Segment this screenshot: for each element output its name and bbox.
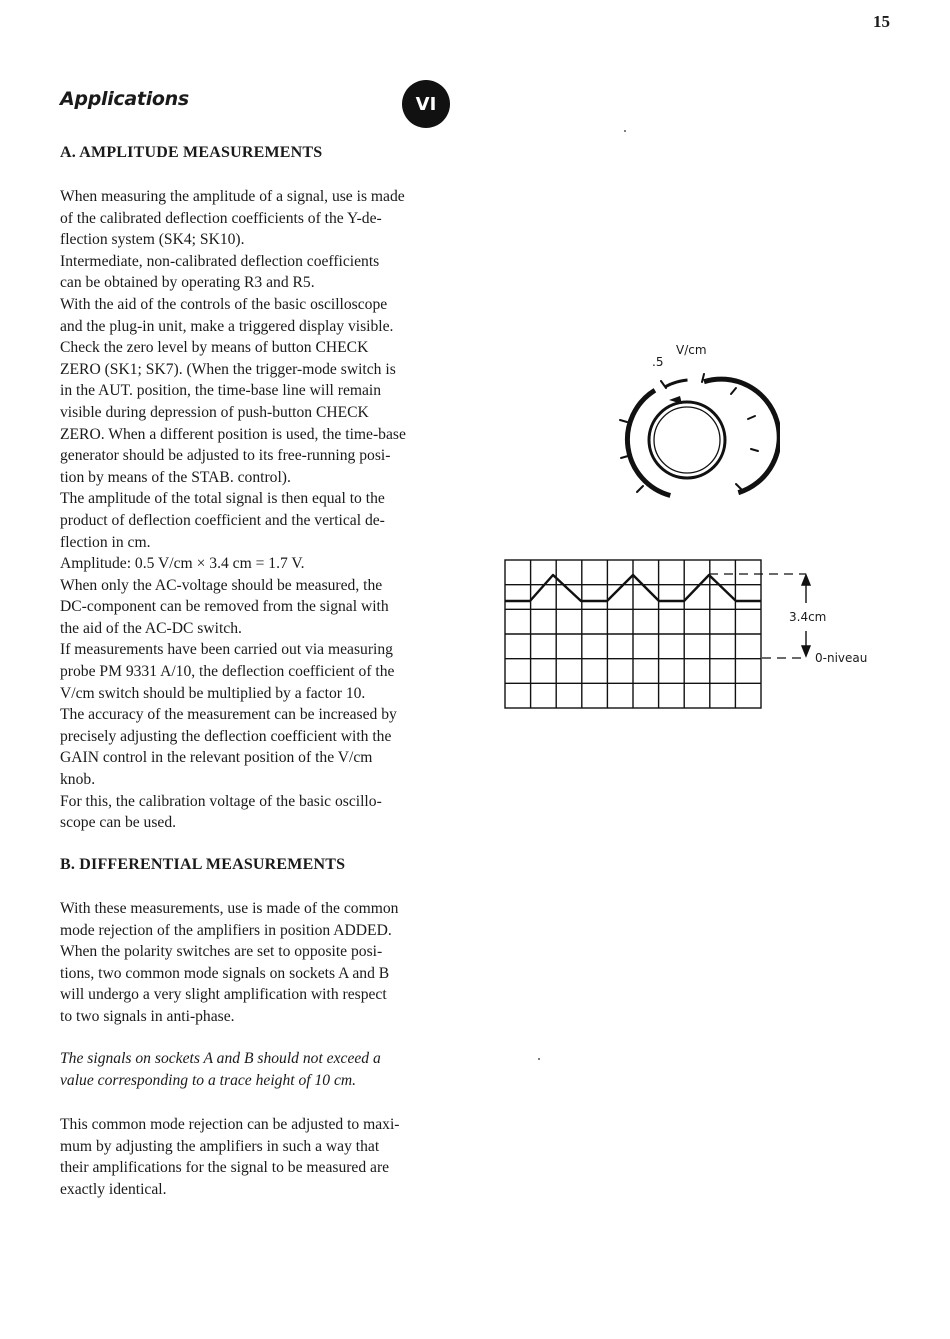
text-line: Amplitude: 0.5 V/cm × 3.4 cm = 1.7 V. <box>60 555 305 573</box>
text-line: The accuracy of the measurement can be increased by <box>60 706 397 724</box>
text-line: GAIN control in the relevant position of the V/cm <box>60 749 373 767</box>
text-line: visible during depression of push-button CHECK <box>60 403 369 421</box>
section-b-paragraph-2 <box>60 1114 450 1200</box>
text-line: V/cm switch should be multiplied by a factor 10. <box>60 684 366 702</box>
text-line: will undergo a very slight amplification with respect <box>60 986 387 1004</box>
section-a-title: A. AMPLITUDE MEASUREMENTS <box>60 144 323 161</box>
section-a-body <box>60 186 450 834</box>
text-line: mum by adjusting the amplifiers in such a way that <box>60 1137 380 1155</box>
text-line: the aid of the AC-DC switch. <box>60 619 242 637</box>
page-title: Applications <box>60 88 189 110</box>
scan-speck <box>624 130 626 132</box>
text-line: value corresponding to a trace height of 10 cm. <box>60 1071 357 1089</box>
amplitude-label: 3.4cm <box>789 610 827 624</box>
text-line: When only the AC-voltage should be measured, the <box>60 576 383 594</box>
text-line: scope can be used. <box>60 814 177 832</box>
page-number: 15 <box>873 12 890 31</box>
text-line: When the polarity switches are set to opposite posi- <box>60 943 383 961</box>
screen-graticule <box>505 560 761 708</box>
section-b-paragraph-1 <box>60 898 450 1028</box>
text-line: flection in cm. <box>60 533 151 551</box>
text-line: If measurements have been carried out via measuring <box>60 641 393 659</box>
text-line: DC-component can be removed from the signal with <box>60 598 389 616</box>
text-line: probe PM 9331 A/10, the deflection coefficient of the <box>60 663 395 681</box>
text-line: ZERO (SK1; SK7). (When the trigger-mode switch is <box>60 360 396 378</box>
text-line: With these measurements, use is made of the common <box>60 900 399 917</box>
text-line: of the calibrated deflection coefficients of the Y-de- <box>60 209 382 227</box>
section-b-title: B. DIFFERENTIAL MEASUREMENTS <box>60 856 346 873</box>
text-line: The amplitude of the total signal is then equal to the <box>60 490 385 508</box>
text-line: Check the zero level by means of button CHECK <box>60 339 369 357</box>
text-line: product of deflection coefficient and the vertical de- <box>60 511 385 529</box>
zero-level-label: 0-niveau <box>815 651 868 665</box>
text-line: exactly identical. <box>60 1180 167 1198</box>
knob-body <box>649 396 725 478</box>
text-line: mode rejection of the amplifiers in position ADDED. <box>60 921 392 939</box>
text-line: For this, the calibration voltage of the basic oscillo- <box>60 792 382 810</box>
chapter-badge: VI <box>402 80 450 128</box>
text-line: tion by means of the STAB. control). <box>60 468 291 486</box>
text-line: precisely adjusting the deflection coefficient with the <box>60 727 392 745</box>
text-line: flection system (SK4; SK10). <box>60 231 245 249</box>
vcm-knob-figure <box>600 330 780 530</box>
knob-unit-label: V/cm <box>676 343 707 357</box>
text-line: Intermediate, non-calibrated deflection coefficients <box>60 252 380 270</box>
text-line: knob. <box>60 771 96 789</box>
text-line: their amplifications for the signal to be measured are <box>60 1159 390 1177</box>
text-line: in the AUT. position, the time-base line will remain <box>60 382 382 400</box>
text-line: tions, two common mode signals on sockets A and B <box>60 964 390 982</box>
text-line: With the aid of the controls of the basic oscilloscope <box>60 295 388 313</box>
text-line: generator should be adjusted to its free-running posi- <box>60 447 391 465</box>
text-line: to two signals in anti-phase. <box>60 1007 235 1025</box>
text-line: and the plug-in unit, make a triggered display visible. <box>60 317 394 335</box>
text-line: ZERO. When a different position is used, the time-base <box>60 425 406 443</box>
knob-setting-label: .5 <box>652 355 664 369</box>
text-line: can be obtained by operating R3 and R5. <box>60 274 315 292</box>
section-b-note <box>60 1048 450 1091</box>
scan-speck <box>538 1058 540 1060</box>
text-line: The signals on sockets A and B should not exceed a <box>60 1050 381 1067</box>
text-line: When measuring the amplitude of a signal, use is made <box>60 188 405 205</box>
oscilloscope-screen-figure <box>500 555 900 715</box>
text-line: This common mode rejection can be adjusted to maxi- <box>60 1116 400 1133</box>
